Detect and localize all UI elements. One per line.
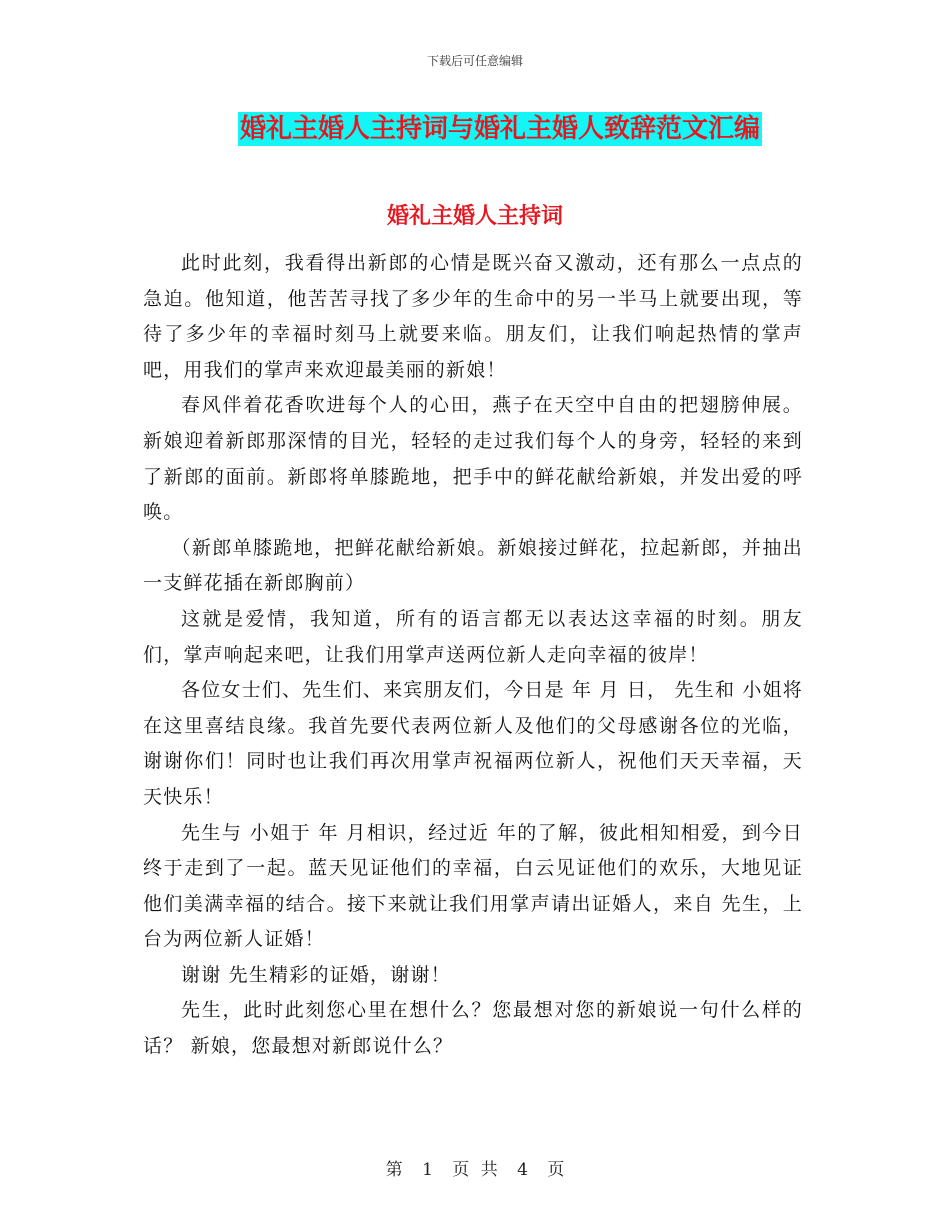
paragraph-stage-direction: （新郎单膝跪地，把鲜花献给新娘。新娘接过鲜花，拉起新郎，并抽出一支鲜花插在新郎胸前） [143,536,803,595]
paragraph: 各位女士们、先生们、来宾朋友们，今日是 年 月 日， 先生和 小姐将在这里喜结良缘。我首先要代表两位新人及他们的父母感谢各位的光临，谢谢你们！同时也让我们再次用掌声祝福两位新人，祝他们天天幸福，天天快乐！ [143,679,803,808]
footer-middle: 页 共 [452,1160,498,1180]
paragraph: 春风伴着花香吹进每个人的心田，燕子在天空中自由的把翅膀伸展。新娘迎着新郎那深情的目光，轻轻的走过我们每个人的身旁，轻轻的来到了新郎的面前。新郎将单膝跪地，把手中的鲜花献给新娘，并发出爱的呼唤。 [143,394,803,524]
paragraph: 这就是爱情，我知道，所有的语言都无以表达这幸福的时刻。朋友们，掌声响起来吧，让我们用掌声送两位新人走向幸福的彼岸！ [143,607,803,666]
page-total: 4 [517,1160,528,1180]
document-title: 婚礼主婚人主持词与婚礼主婚人致辞范文汇编 [239,114,760,144]
page-number: 1 [422,1160,433,1180]
page-footer [0,1155,950,1180]
footer-suffix: 页 [547,1160,565,1180]
paragraph: 此时此刻，我看得出新郎的心情是既兴奋又激动，还有那么一点点的急迫。他知道，他苦苦寻找了多少年的生命中的另一半马上就要出现，等待了多少年的幸福时刻马上就要来临。朋友们，让我们响起热情的掌声吧，用我们的掌声来欢迎最美丽的新娘！ [143,252,803,381]
footer-prefix: 第 [385,1160,403,1180]
document-title-container [0,112,950,146]
paragraph: 先生，此时此刻您心里在想什么？您最想对您的新娘说一句什么样的话？ 新娘，您最想对新郎说什么？ [143,999,803,1058]
section-title: 婚礼主婚人主持词 [386,203,563,229]
paragraph: 谢谢 先生精彩的证婚，谢谢！ [181,963,451,986]
document-body [143,246,803,1065]
paragraph: 先生与 小姐于 年 月相识，经过近 年的了解，彼此相知相爱，到今日终于走到了一起。蓝天见证他们的幸福，白云见证他们的欢乐，大地见证他们美满幸福的结合。接下来就让我们用掌声请出证婚人，来自 先生，上台为两位新人证婚！ [143,821,803,951]
header-note: 下载后可任意编辑 [426,54,523,68]
